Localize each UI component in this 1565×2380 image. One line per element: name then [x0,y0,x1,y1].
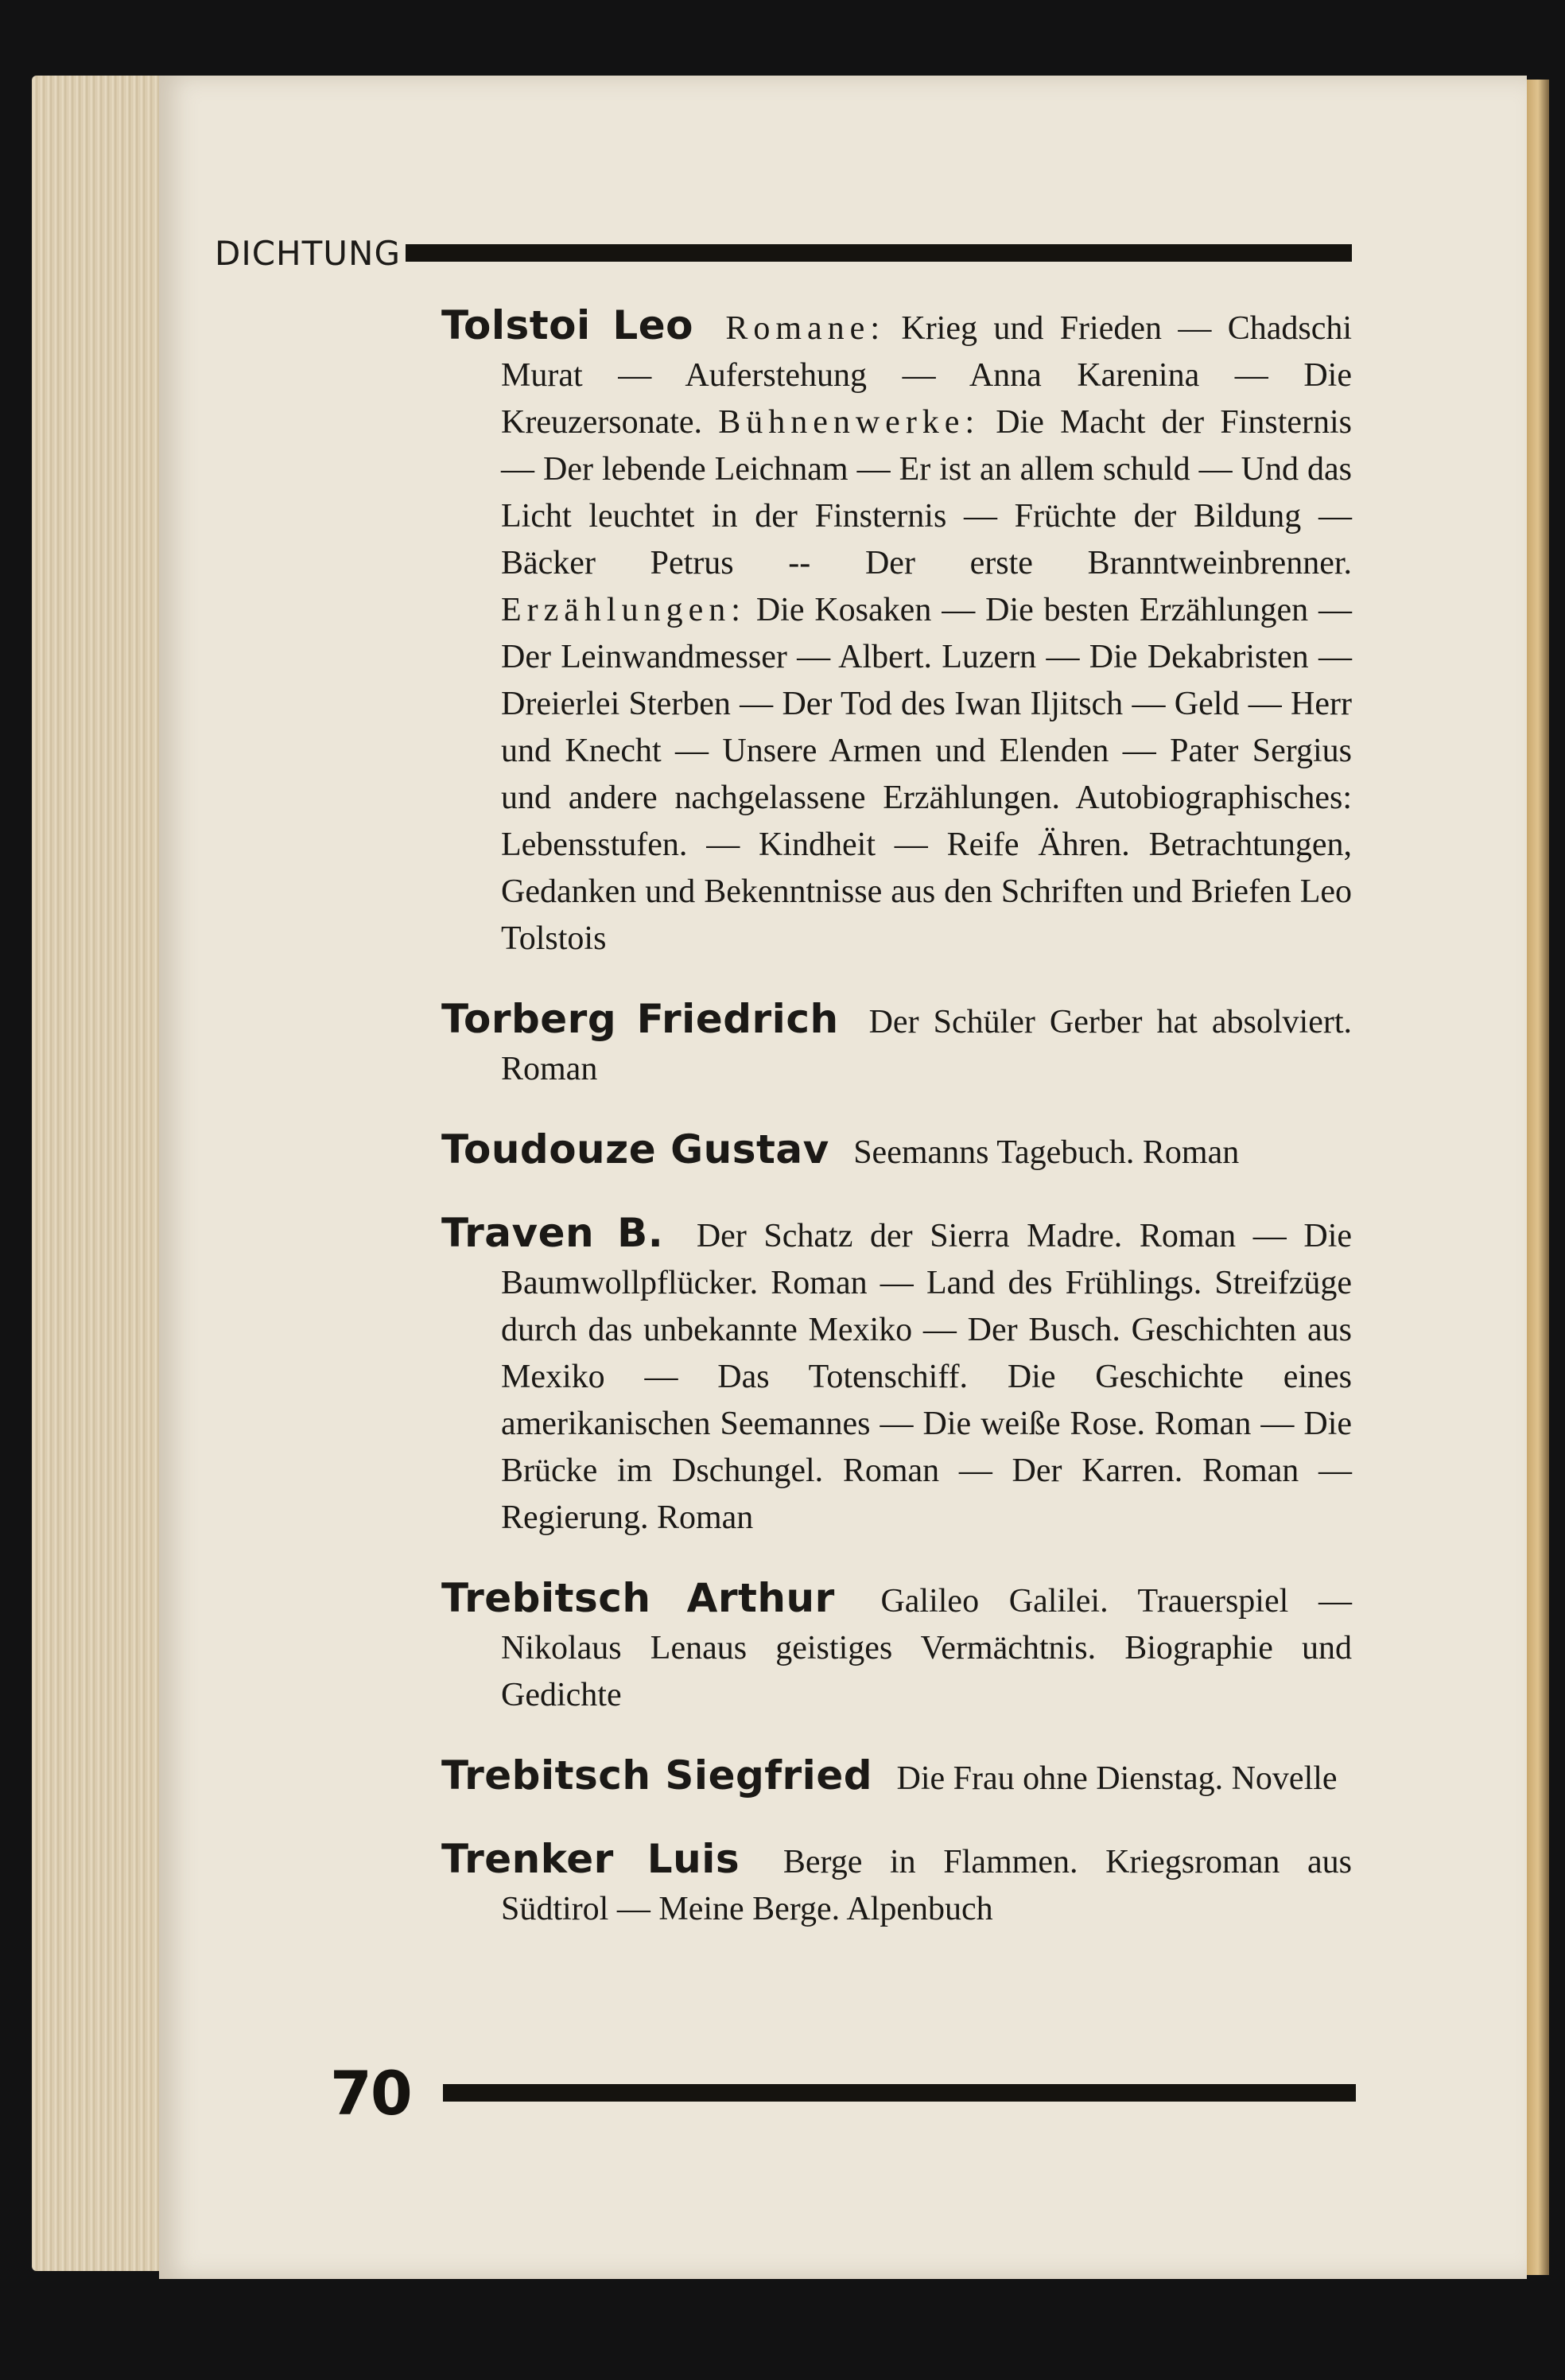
entry-author: Trenker Luis [441,1836,740,1882]
entry-section-label: Erzählungen: [501,592,746,628]
entry-works: Seemanns Tagebuch. Roman [853,1134,1240,1171]
entry-author: Trebitsch Arthur [441,1575,835,1621]
book-spine [1527,80,1549,2275]
entry-works: Krieg und Frieden — Chadschi Murat — Auferstehung — Anna Karenina — Die Kreuzersonate. [501,310,1353,441]
entry-works: Die Kosaken — Die besten Erzählungen — Der Leinwandmesser — Albert. Luzern — Die Dekabristen — Dreierlei Sterben — Der Tod des Iwan Iljitsch — Geld — Herr und Knecht — Unsere Armen und Elenden — Pater Sergius und andere nachgelassene Erzählungen. Autobiographisches: Lebensstufen. — Kindheit — Reife Ähren. Betrachtungen, Gedanken und Bekenntnisse aus den Schriften und Briefen Leo Tolstois [501,592,1352,957]
entry-torberg [441,996,1352,1093]
entry-author: Toudouze Gustav [441,1126,829,1172]
entry-author: Trebitsch Siegfried [441,1752,873,1799]
entry-toudouze [441,1126,1352,1176]
entry-author: Traven B. [441,1210,664,1256]
entry-works: Der Schatz der Sierra Madre. Roman — Die Baumwollpflücker. Roman — Land des Frühlings. Streifzüge durch das unbekannte Mexiko — Der Busch. Geschichten aus Mexiko — Das Totenschiff. Die Geschichte eines amerikanischen Seemannes — Die weiße Rose. Roman — Die Brücke im Dschungel. Roman — Der Karren. Roman — Regierung. Roman [501,1218,1352,1536]
page-footer [330,2057,1356,2129]
entry-works: Der Schüler Gerber hat absolviert. Roman [501,1004,1352,1087]
entry-section-label: Romane: [725,310,885,347]
entry-traven [441,1210,1352,1542]
entry-author: Torberg Friedrich [441,996,839,1042]
entry-trebitsch-arthur [441,1575,1352,1719]
entry-trebitsch-siegfried [441,1752,1352,1802]
header-rule [406,244,1352,262]
entry-list [441,302,1352,1936]
entry-works: Galileo Galilei. Trauerspiel — Nikolaus Lenaus geistiges Vermächtnis. Biographie und Gedichte [501,1583,1352,1713]
entry-works: Die Macht der Finsternis — Der lebende Leichnam — Er ist an allem schuld — Und das Licht leuchtet in der Finsternis — Früchte der Bildung — Bäcker Petrus -- Der erste Branntweinbrenner. [501,404,1352,581]
entry-works: Berge in Flammen. Kriegsroman aus Südtirol — Meine Berge. Alpenbuch [501,1844,1352,1927]
entry-works: Die Frau ohne Dienstag. Novelle [896,1760,1338,1797]
entry-author: Tolstoi Leo [441,302,693,348]
running-head [215,229,1352,277]
entry-tolstoi [441,302,1352,962]
entry-trenker [441,1836,1352,1933]
footer-rule [443,2084,1356,2102]
running-head-label: DICHTUNG [215,233,401,273]
page-number: 70 [330,2057,411,2129]
entry-section-label: Bühnenwerke: [718,404,981,441]
